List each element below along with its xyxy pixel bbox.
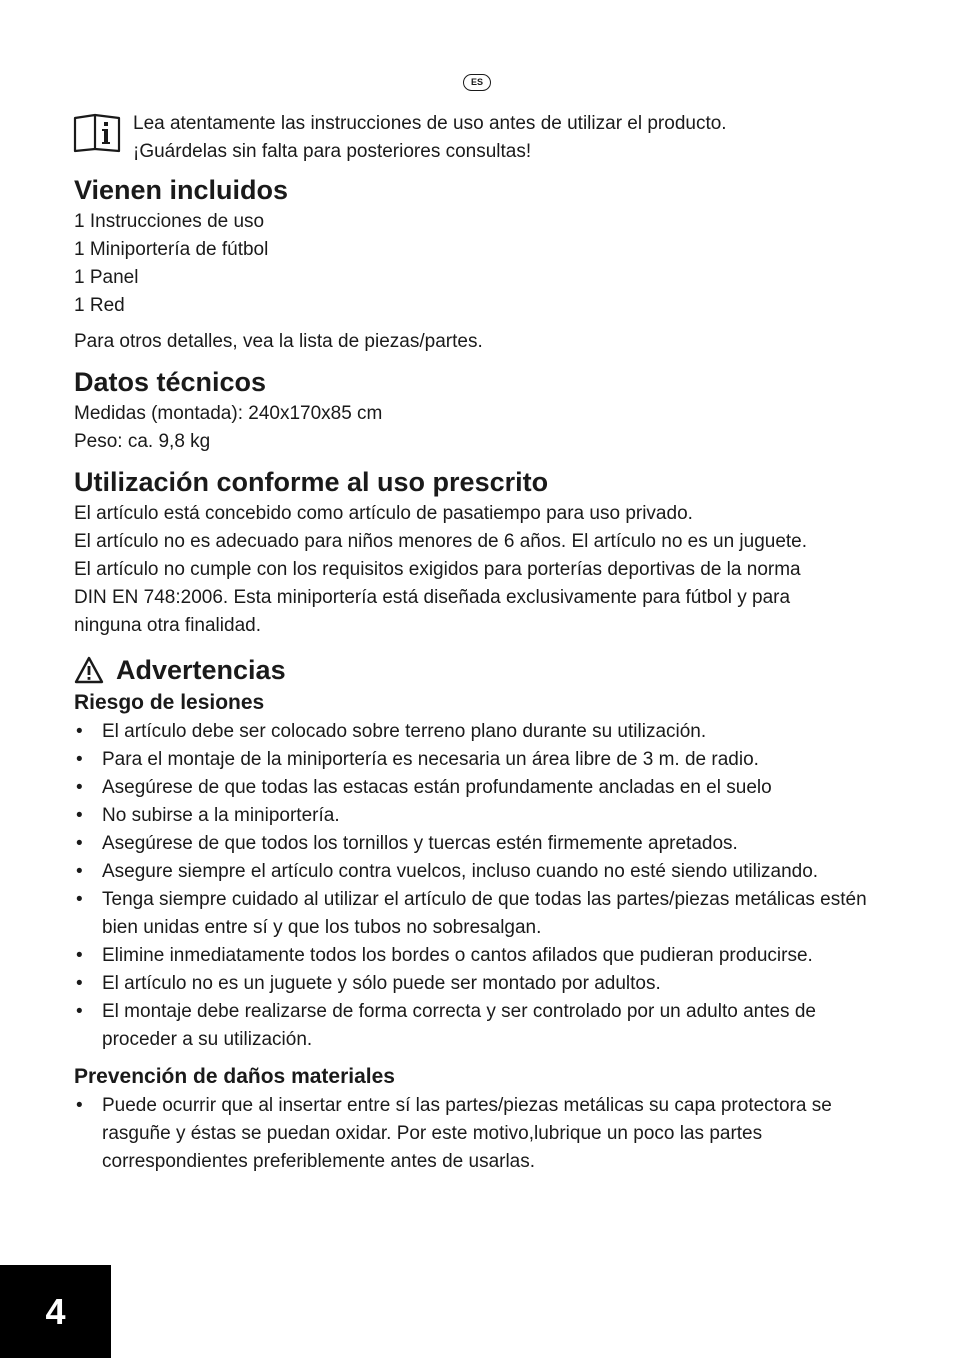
intended-use-line: ninguna otra finalidad.: [74, 615, 261, 636]
list-item: • No subirse a la miniportería.: [74, 802, 894, 830]
page-number: 4: [0, 1265, 111, 1358]
warnings-heading: [74, 652, 894, 688]
list-item: • El artículo debe ser colocado sobre terreno plano durante su utilización.: [74, 718, 894, 746]
list-item: • Puede ocurrir que al insertar entre sí las partes/piezas metálicas su capa protectora se rasguñe y éstas se puedan oxidar. Por este motivo,lubrique un poco las partes correspondientes preferiblemente antes de usarlas.: [74, 1092, 894, 1176]
included-item: 1 Miniportería de fútbol: [74, 239, 269, 260]
intended-use-line: DIN EN 748:2006. Esta miniportería está diseñada exclusivamente para fútbol y para: [74, 587, 791, 608]
intended-use-line: El artículo no es adecuado para niños menores de 6 años. El artículo no es un juguete.: [74, 531, 808, 552]
section-title-warnings: Advertencias: [116, 655, 286, 685]
injury-bullet-list: [74, 718, 894, 1054]
language-badge: ES: [463, 74, 491, 91]
subsection-title-injury: Riesgo de lesiones: [74, 691, 265, 714]
technical-line: Medidas (montada): 240x170x85 cm: [74, 403, 383, 424]
included-item: 1 Red: [74, 295, 125, 316]
warning-triangle-icon: [74, 656, 104, 684]
technical-line: Peso: ca. 9,8 kg: [74, 431, 211, 452]
list-item: • Elimine inmediatamente todos los bordes o cantos afilados que pudieran producirse.: [74, 942, 894, 970]
intro-line-2: ¡Guárdelas sin falta para posteriores consultas!: [133, 141, 532, 162]
intro-text: [133, 110, 893, 166]
damage-bullet-list: [74, 1092, 894, 1176]
list-item: • El montaje debe realizarse de forma correcta y ser controlado por un adulto antes de proceder a su utilización.: [74, 998, 894, 1054]
section-title-included: Vienen incluidos: [74, 175, 289, 205]
list-item: • Tenga siempre cuidado al utilizar el artículo de que todas las partes/piezas metálicas estén bien unidas entre sí y que los tubos no sobresalgan.: [74, 886, 894, 942]
info-book-icon: [73, 113, 123, 153]
intended-use-line: El artículo está concebido como artículo de pasatiempo para uso privado.: [74, 503, 693, 524]
list-item: • Asegúrese de que todos los tornillos y tuercas estén firmemente apretados.: [74, 830, 894, 858]
list-item: • Para el montaje de la miniportería es necesaria un área libre de 3 m. de radio.: [74, 746, 894, 774]
list-item: • El artículo no es un juguete y sólo puede ser montado por adultos.: [74, 970, 894, 998]
included-item: 1 Instrucciones de uso: [74, 211, 265, 232]
intended-use-line: El artículo no cumple con los requisitos exigidos para porterías deportivas de la norma: [74, 559, 801, 580]
subsection-title-damage: Prevención de daños materiales: [74, 1065, 395, 1088]
list-item: • Asegure siempre el artículo contra vuelcos, incluso cuando no esté siendo utilizando.: [74, 858, 894, 886]
intro-line-1: Lea atentamente las instrucciones de uso antes de utilizar el producto.: [133, 113, 727, 134]
list-item: • Asegúrese de que todas las estacas están profundamente ancladas en el suelo: [74, 774, 894, 802]
section-title-technical: Datos técnicos: [74, 367, 267, 397]
included-item: 1 Panel: [74, 267, 139, 288]
included-note: Para otros detalles, vea la lista de piezas/partes.: [74, 331, 483, 352]
main-content: [74, 172, 894, 1176]
section-title-intended-use: Utilización conforme al uso prescrito: [74, 467, 549, 497]
